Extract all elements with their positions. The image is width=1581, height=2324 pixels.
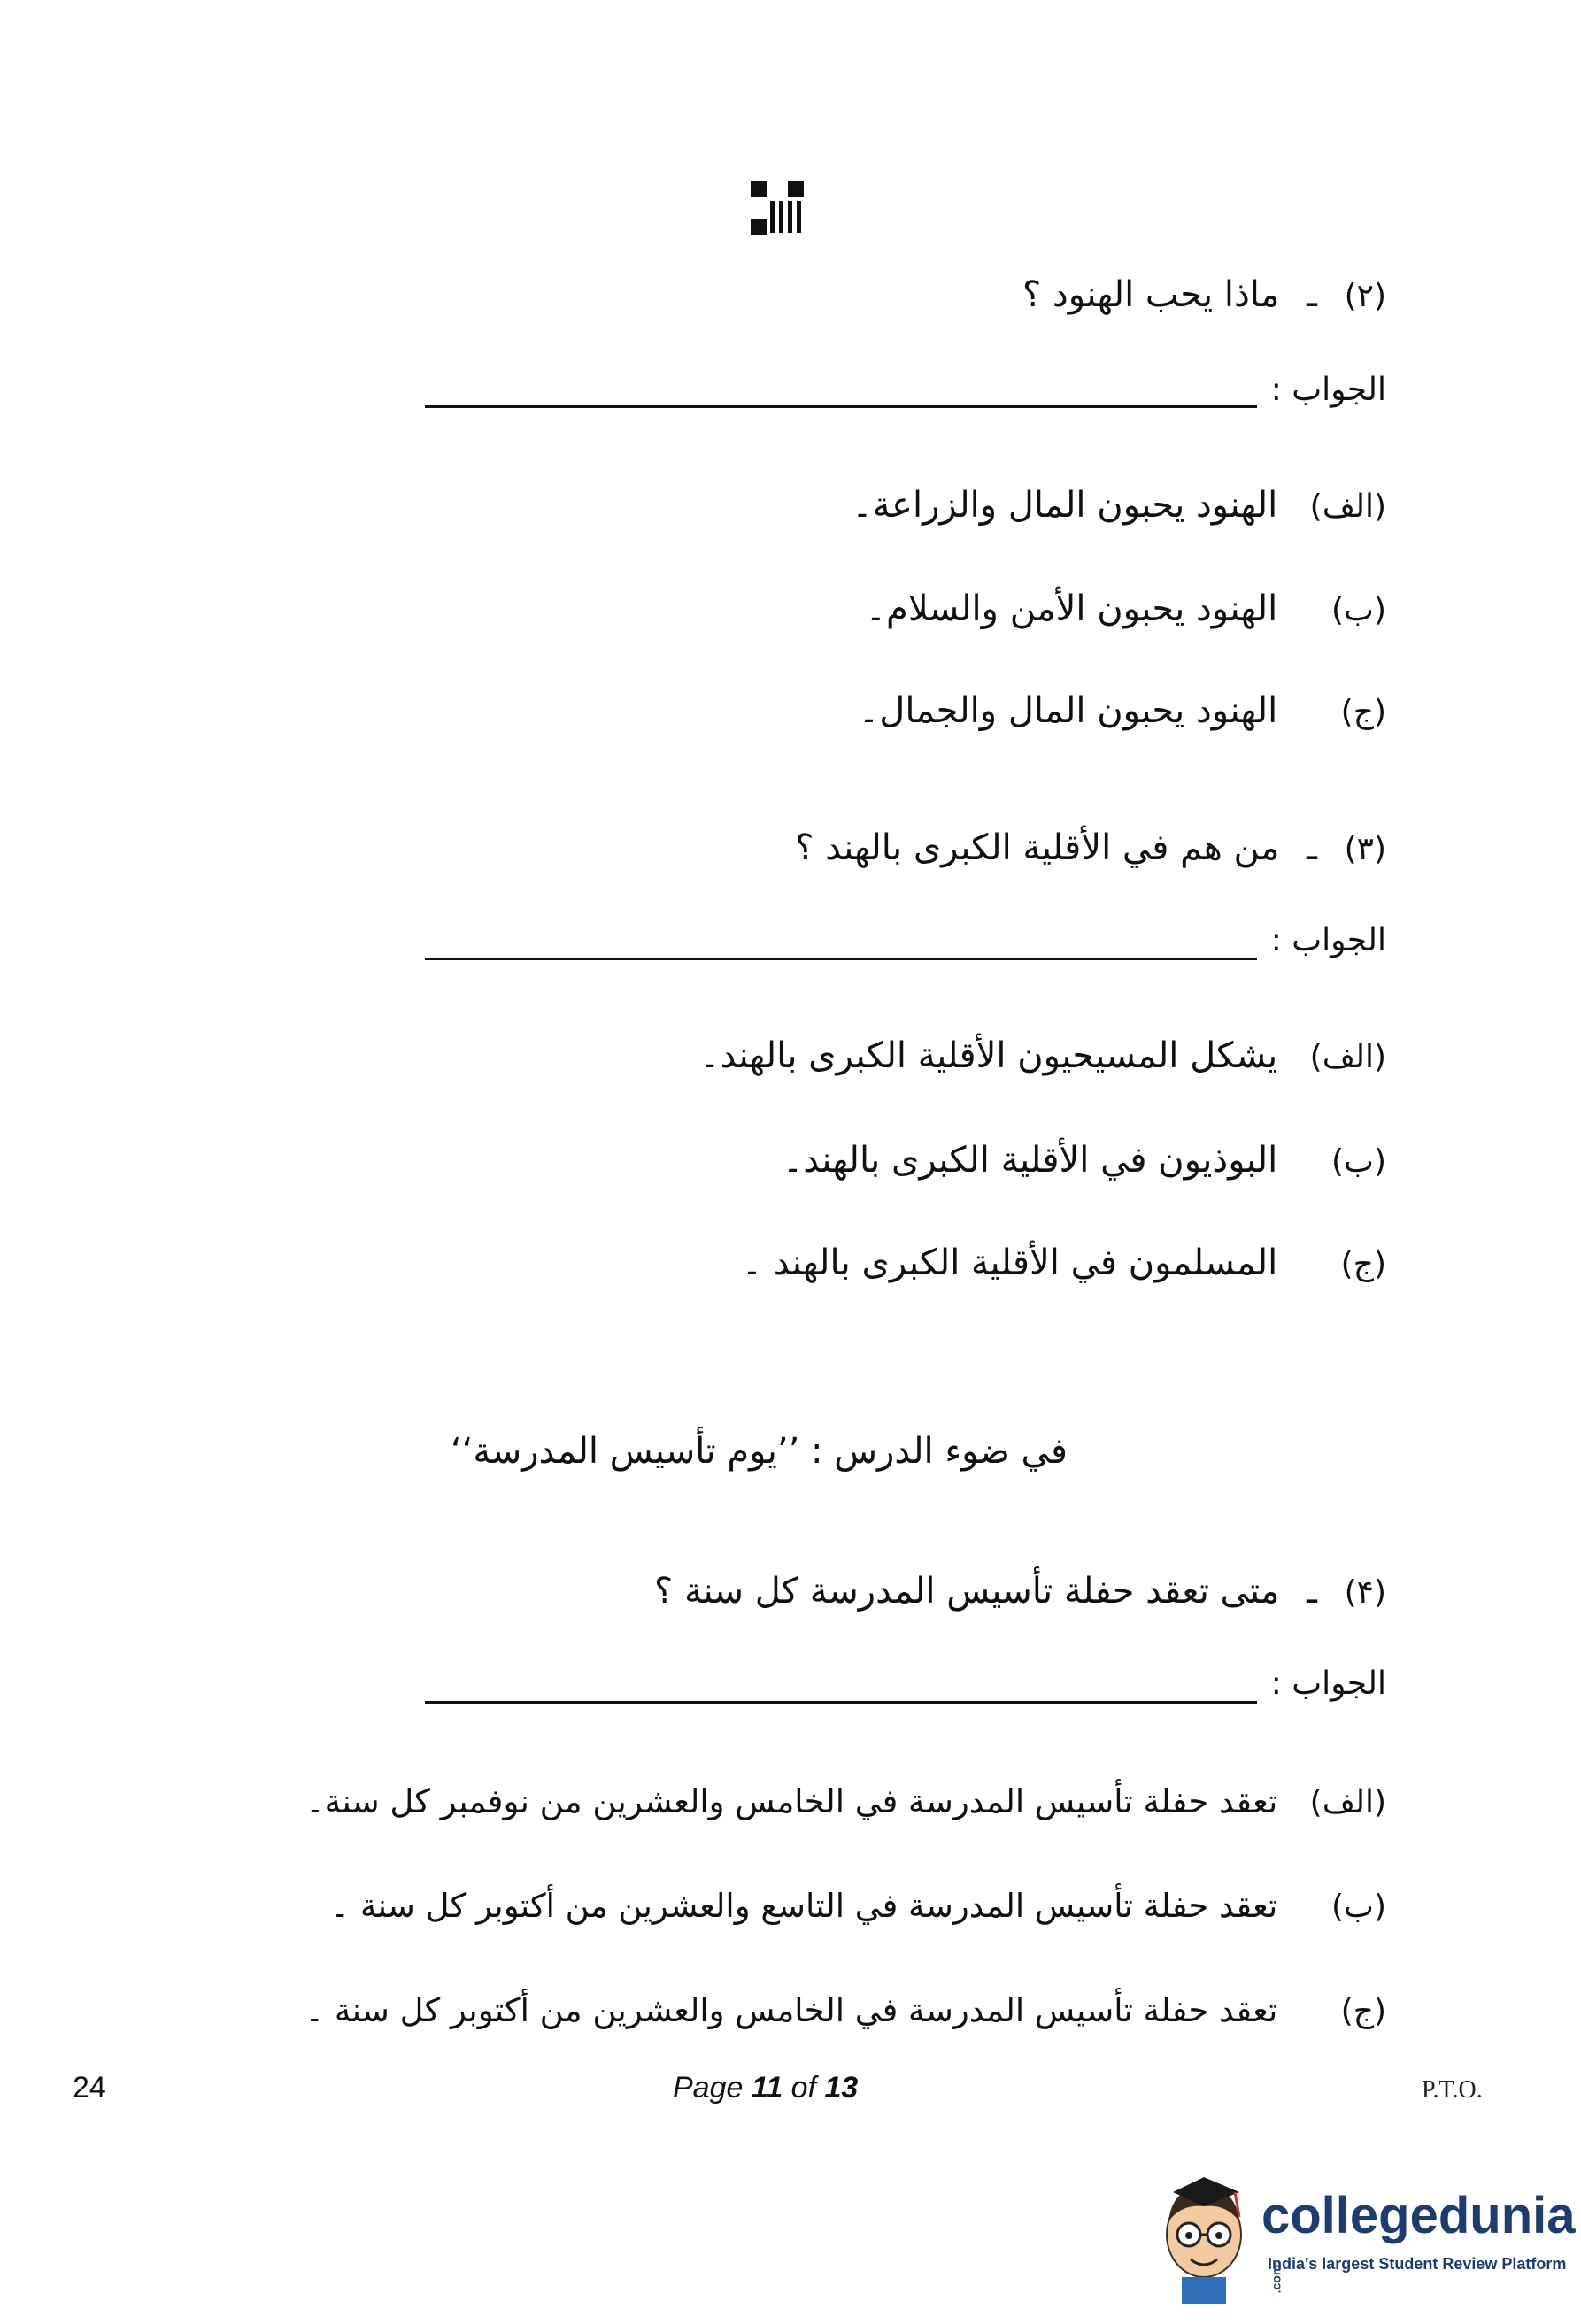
brand-tagline: India's largest Student Review Platform [1268, 2255, 1567, 2273]
option-marker: (ب) [1331, 592, 1386, 628]
page-of: of [790, 2071, 816, 2105]
question-4 [654, 1571, 1386, 1612]
option-marker: (ج) [1340, 1993, 1386, 2029]
question-number: (٣) [1344, 831, 1386, 867]
option-b [866, 589, 1386, 629]
answer-label: الجواب : [1270, 1666, 1386, 1702]
option-a [305, 1781, 1386, 1821]
page-prefix: Page [673, 2071, 744, 2105]
page-indicator [673, 2071, 858, 2105]
option-marker: (ج) [1340, 694, 1386, 730]
option-b [783, 1140, 1386, 1181]
page-total: 13 [824, 2071, 859, 2105]
question-text: متى تعقد حفلة تأسيس المدرسة كل سنة ؟ [654, 1571, 1280, 1612]
question-text: من هم في الأقلية الكبرى بالهند ؟ [795, 827, 1280, 868]
brand-name: collegedunia [1261, 2187, 1576, 2244]
pto-label: P.T.O. [1422, 2076, 1483, 2104]
brand-logo-text [1261, 2186, 1581, 2305]
answer-line [425, 1701, 1257, 1704]
option-a [852, 485, 1386, 526]
option-text: البوذيون في الأقلية الكبرى بالهند۔ [782, 1140, 1278, 1181]
brand-suffix: .com [1269, 2264, 1284, 2294]
option-text: الهنود يحبون الأمن والسلام۔ [865, 589, 1278, 629]
question-dash: ـ [1307, 827, 1317, 868]
question-dash: ـ [1307, 1571, 1317, 1612]
page-current: 11 [751, 2071, 783, 2105]
option-a [699, 1035, 1386, 1076]
question-text: ماذا يحب الهنود ؟ [1022, 274, 1280, 315]
option-text: يشكل المسيحيون الأقلية الكبرى بالهند۔ [699, 1035, 1278, 1076]
option-marker: (الف) [1309, 1784, 1386, 1820]
question-2 [1022, 274, 1386, 315]
option-c [305, 1989, 1386, 2030]
section-heading: في ضوء الدرس : ’’يوم تأسيس المدرسة‘‘ [450, 1431, 1068, 1472]
option-c [859, 690, 1386, 731]
question-3 [795, 827, 1386, 868]
answer-line [425, 405, 1257, 408]
option-text: تعقد حفلة تأسيس المدرسة في الخامس والعشرين من أكتوبر كل سنة ۔ [305, 1991, 1278, 2029]
option-text: تعقد حفلة تأسيس المدرسة في التاسع والعشرين من أكتوبر كل سنة ۔ [330, 1887, 1278, 1925]
option-marker: (ب) [1331, 1889, 1386, 1925]
option-marker: (ج) [1340, 1246, 1386, 1282]
option-marker: (الف) [1309, 1039, 1386, 1075]
question-number: (۴) [1344, 1574, 1386, 1611]
answer-label: الجواب : [1270, 372, 1386, 408]
option-marker: (الف) [1309, 489, 1386, 525]
page-code: 24 [73, 2071, 106, 2105]
question-dash: ـ [1307, 274, 1317, 315]
option-c [742, 1243, 1386, 1283]
option-text: الهنود يحبون المال والجمال۔ [858, 690, 1278, 731]
option-text: المسلمون في الأقلية الكبرى بالهند ۔ [741, 1243, 1278, 1283]
answer-label: الجواب : [1270, 922, 1386, 958]
answer-line [425, 958, 1257, 960]
option-marker: (ب) [1331, 1143, 1386, 1180]
option-text: تعقد حفلة تأسيس المدرسة في الخامس والعشرين من نوفمبر كل سنة۔ [305, 1782, 1278, 1820]
option-b [330, 1885, 1386, 1926]
question-number: (٢) [1344, 278, 1386, 314]
qr-code-icon [751, 181, 804, 235]
mascot-icon [1155, 2173, 1253, 2305]
option-text: الهنود يحبون المال والزراعة۔ [852, 485, 1278, 526]
